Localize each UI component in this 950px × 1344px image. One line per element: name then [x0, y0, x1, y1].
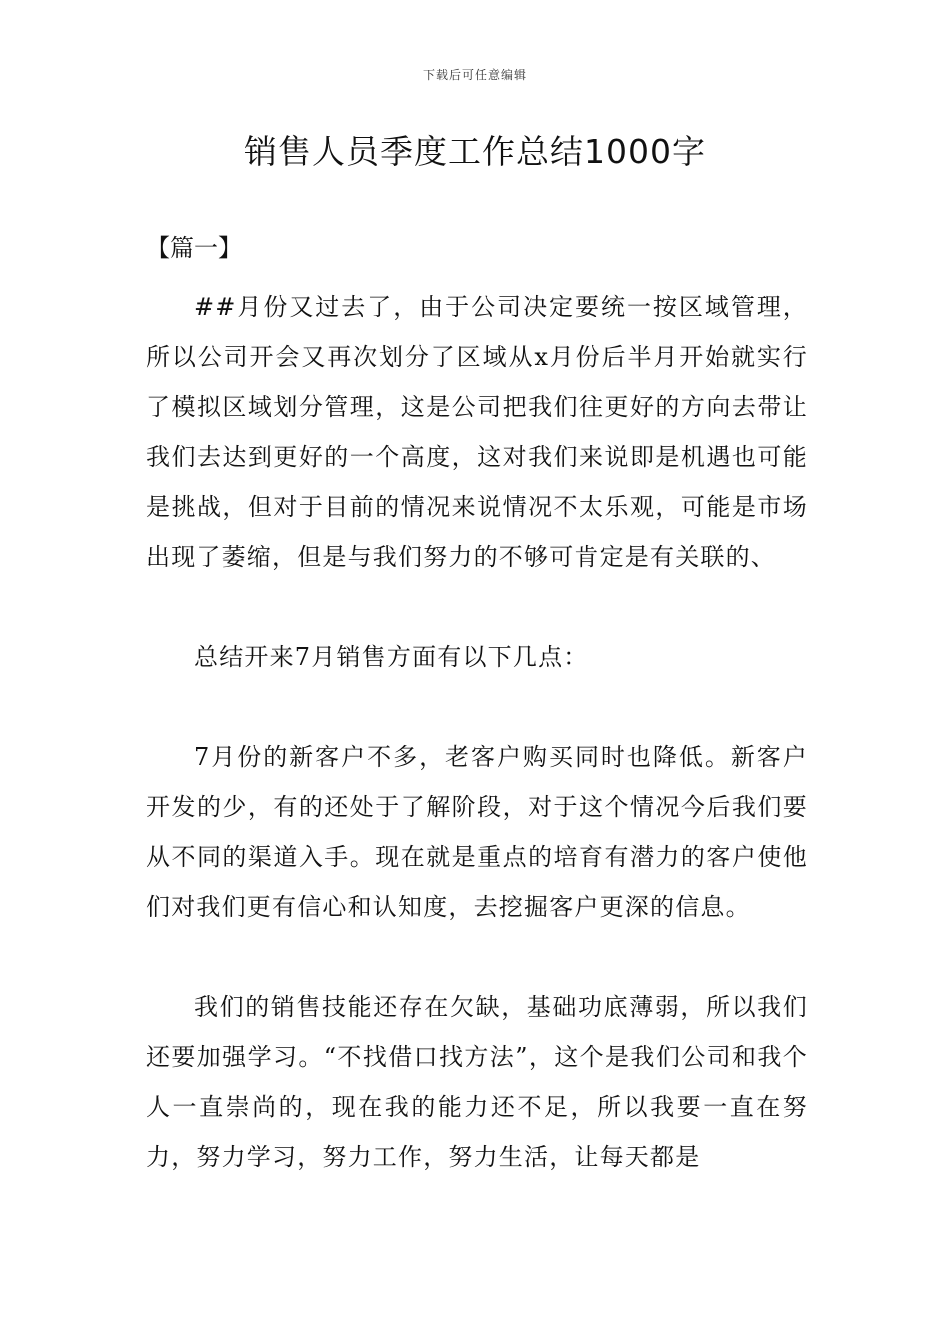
- document-title: 销售人员季度工作总结1000字: [244, 132, 706, 171]
- paragraph-1: ##月份又过去了，由于公司决定要统一按区域管理，所以公司开会又再次划分了区域从x月份后半月开始就实行了模拟区域划分管理，这是公司把我们往更好的方向去带让我们去达到更好的一个高度，这对我们来说即是机遇也可能是挑战，但对于目前的情况来说情况不太乐观，可能是市场出现了萎缩，但是与我们努力的不够可肯定是有关联的、: [146, 293, 808, 571]
- paragraph-spacer: [146, 582, 808, 632]
- paragraph-3: 7月份的新客户不多，老客户购买同时也降低。新客户开发的少，有的还处于了解阶段，对于这个情况今后我们要从不同的渠道入手。现在就是重点的培育有潜力的客户使他们对我们更有信心和认知度，去挖掘客户更深的信息。: [146, 743, 808, 921]
- paragraph-4: 我们的销售技能还存在欠缺，基础功底薄弱，所以我们还要加强学习。“不找借口找方法”，这个是我们公司和我个人一直崇尚的，现在我的能力还不足，所以我要一直在努力，努力学习，努力工作，努力生活，让每天都是: [146, 993, 808, 1171]
- section-label: 【篇一】: [146, 234, 242, 262]
- header-note: 下载后可任意编辑: [422, 68, 527, 82]
- paragraph-2: 总结开来7月销售方面有以下几点：: [194, 643, 589, 671]
- paragraph-spacer: [146, 932, 808, 982]
- paragraph-spacer: [146, 682, 808, 732]
- document-body: [146, 230, 808, 1182]
